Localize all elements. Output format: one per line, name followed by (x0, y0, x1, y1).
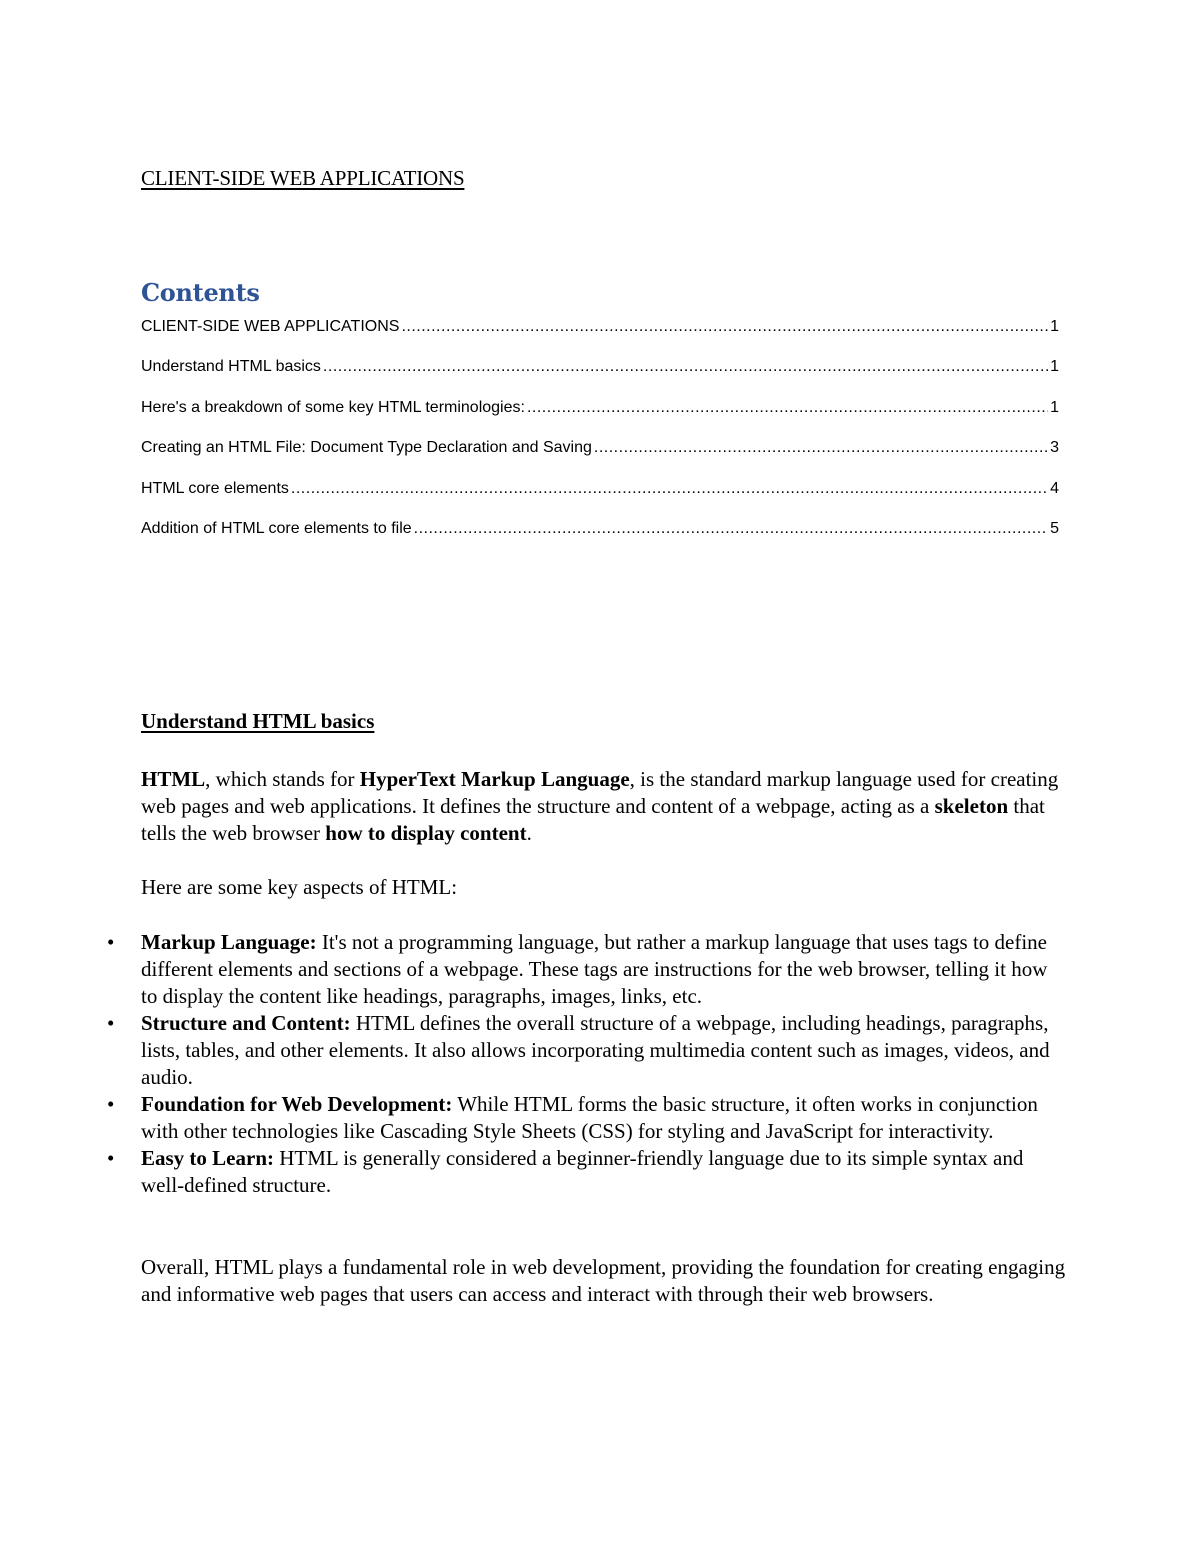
toc-entry-text[interactable]: Here's a breakdown of some key HTML terminologies: (141, 398, 525, 416)
toc-entry[interactable] (141, 478, 1059, 518)
aspect-text: While HTML forms the basic structure, it often works in conjunction with other technologies like Cascading Style Sheets (CSS) for styling and JavaScript for interactivity. (141, 1092, 1038, 1143)
list-item (107, 1010, 1066, 1091)
intro-paragraph (141, 766, 1066, 847)
list-item (107, 1145, 1066, 1199)
intro-text: , which stands for (205, 767, 360, 791)
toc-leader (527, 397, 1048, 419)
intro-text: , is the standard markup language used for creating web pages and web applications. It defines the structure and content of a webpage, acting as a (141, 767, 1059, 818)
toc-entry[interactable] (141, 316, 1059, 356)
intro-term-hypertext: HyperText Markup Language (359, 767, 630, 791)
toc-leader (594, 437, 1048, 459)
toc-leader (414, 518, 1048, 540)
list-item (107, 1091, 1066, 1145)
intro-term-skeleton: skeleton (934, 794, 1009, 818)
aspects-intro: Here are some key aspects of HTML: (141, 875, 458, 899)
toc-page-number[interactable]: 3 (1050, 439, 1059, 457)
intro-term-display: how to display content (325, 821, 527, 845)
intro-term-html: HTML (141, 767, 206, 791)
table-of-contents (141, 316, 1059, 558)
aspects-list (107, 929, 1066, 1199)
intro-text: that tells the web browser (141, 794, 1045, 845)
aspect-text: HTML is generally considered a beginner-friendly language due to its simple syntax and well-defined structure. (141, 1146, 1024, 1197)
toc-leader (291, 478, 1048, 500)
aspect-term: Foundation for Web Development: (141, 1092, 453, 1116)
toc-page-number[interactable]: 4 (1050, 479, 1059, 497)
toc-heading: Contents (141, 278, 260, 307)
toc-page-number[interactable]: 1 (1050, 358, 1059, 376)
toc-entry[interactable] (141, 437, 1059, 477)
toc-page-number[interactable]: 1 (1050, 398, 1059, 416)
bullet-icon: • (107, 930, 115, 954)
aspect-term: Markup Language: (141, 930, 317, 954)
bullet-icon: • (107, 1011, 115, 1035)
aspect-text: HTML defines the overall structure of a webpage, including headings, paragraphs, lists, tables, and other elements. It also allows incorporating multimedia content such as images, videos, and audio. (141, 1011, 1050, 1089)
toc-leader (401, 316, 1048, 338)
toc-leader (323, 356, 1048, 378)
toc-entry-text[interactable]: HTML core elements (141, 479, 289, 497)
aspect-term: Structure and Content: (141, 1011, 351, 1035)
toc-entry[interactable] (141, 518, 1059, 558)
aspect-term: Easy to Learn: (141, 1146, 274, 1170)
toc-entry[interactable] (141, 356, 1059, 396)
conclusion-paragraph: Overall, HTML plays a fundamental role in web development, providing the foundation for creating engaging and informative web pages that users can access and interact with through their web browsers. (141, 1255, 1066, 1306)
list-item (107, 929, 1066, 1010)
section-heading: Understand HTML basics (141, 709, 375, 733)
toc-entry-text[interactable]: Addition of HTML core elements to file (141, 519, 412, 537)
bullet-icon: • (107, 1092, 115, 1116)
toc-page-number[interactable]: 1 (1050, 318, 1059, 335)
toc-entry-text[interactable]: Understand HTML basics (141, 358, 321, 376)
toc-entry-text[interactable]: CLIENT-SIDE WEB APPLICATIONS (141, 318, 400, 335)
aspect-text: It's not a programming language, but rather a markup language that uses tags to define different elements and sections of a webpage. These tags are instructions for the web browser, telling it how to display the content like headings, paragraphs, images, links, etc. (141, 930, 1048, 1008)
intro-text: . (526, 821, 532, 845)
toc-entry[interactable] (141, 397, 1059, 437)
toc-entry-text[interactable]: Creating an HTML File: Document Type Declaration and Saving (141, 439, 592, 457)
document-title: CLIENT-SIDE WEB APPLICATIONS (141, 166, 465, 190)
bullet-icon: • (107, 1146, 115, 1170)
toc-page-number[interactable]: 5 (1050, 519, 1059, 537)
